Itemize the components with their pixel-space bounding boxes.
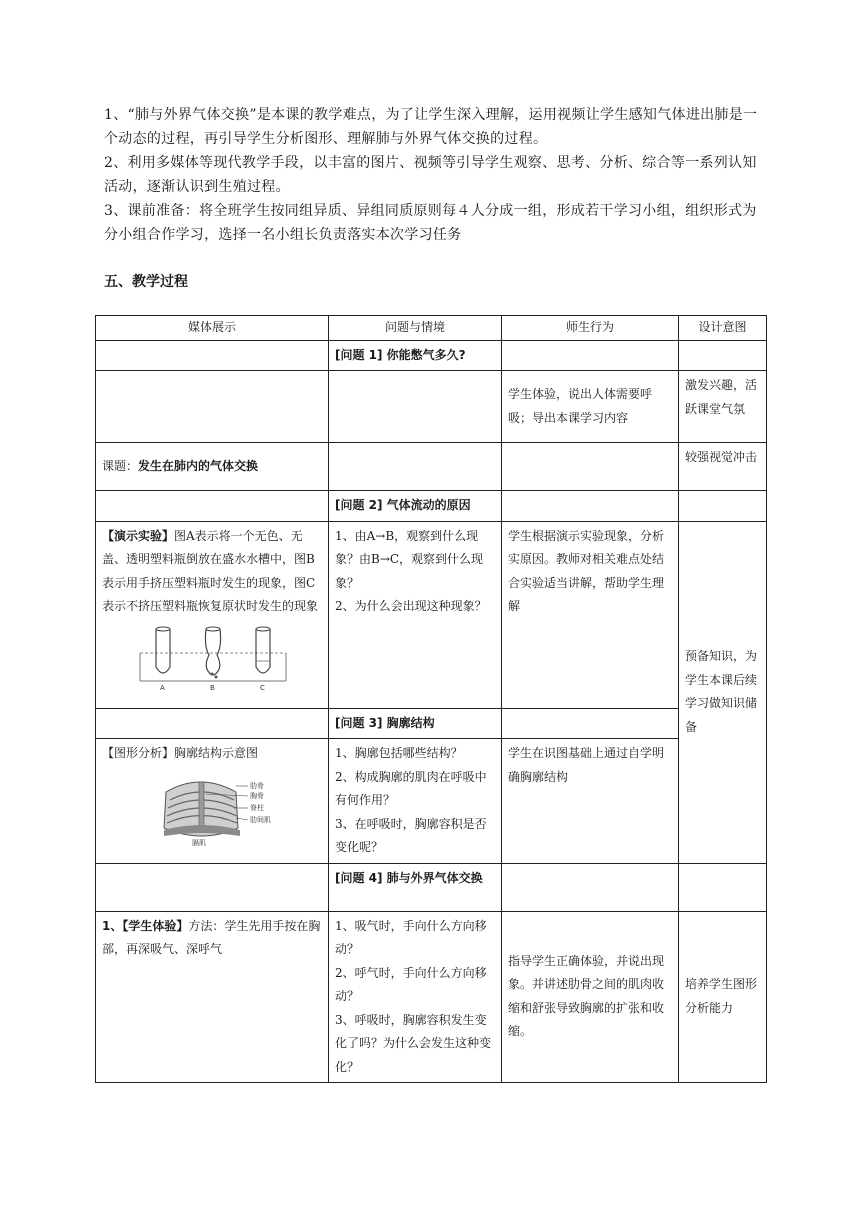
demo-text: 图A表示将一个无色、无盖、透明塑料瓶倒放在盛水水槽中，图B表示用手挤压塑料瓶时发生的现象，图C表示不挤压塑料瓶恢复原状时发生的现象: [102, 528, 319, 613]
table-row: [96, 371, 767, 443]
cell-empty: [679, 491, 767, 522]
bottle-experiment-figure: [138, 625, 288, 691]
cell-empty: [502, 863, 679, 911]
table-row: [96, 443, 767, 491]
table-row: [96, 911, 767, 1083]
header-action: 师生行为: [502, 316, 679, 341]
demo-cell: [96, 521, 329, 708]
experience-questions-cell: [329, 911, 502, 1083]
section-title: 五、教学过程: [104, 274, 188, 290]
table-row: [96, 340, 767, 371]
experience-action: 指导学生正确体验，并说出现象。并讲述肋骨之间的肌肉收缩和舒张导致胸廓的扩张和收缩。: [502, 911, 679, 1083]
demo-questions-cell: [329, 521, 502, 708]
topic-label: 课题：: [102, 458, 139, 473]
intro-action: 学生体验，说出人体需要呼吸；导出本课学习内容: [502, 371, 679, 443]
intro-paragraph-3: 3、课前准备：将全班学生按同组异质、异组同质原则每４人分成一组，形成若干学习小组，组织形式为分小组合作学习，选择一名小组长负责落实本次学习任务: [104, 203, 757, 243]
chest-label: 【图形分析】: [102, 746, 175, 760]
chest-question-2: 2、构成胸廓的肌肉在呼吸中有何作用？: [335, 769, 487, 807]
experience-text: 方法：学生先用手按在胸部，再深吸气、深呼气: [102, 918, 321, 956]
header-intent: 设计意图: [679, 316, 767, 341]
question-1-title: [问题 1] 你能憋气多久?: [329, 340, 502, 371]
fig-label-intercostal: 肋间肌: [250, 815, 271, 824]
demo-description: [102, 525, 322, 619]
experience-question-3: 3、呼吸时，胸廓容积发生变化了吗？为什么会发生这种变化？: [335, 1012, 492, 1074]
intro-paragraph-1: 1、“肺与外界气体交换”是本课的教学难点，为了让学生深入理解，运用视频让学生感知气体进出肺是一个动态的过程，再引导学生分析图形、理解肺与外界气体交换的过程。: [104, 107, 758, 147]
demo-label: 【演示实验】: [102, 528, 175, 543]
header-question: 问题与情境: [329, 316, 502, 341]
cell-empty: [96, 340, 329, 371]
topic-intent: 较强视觉冲击: [679, 443, 767, 491]
chest-description: [102, 742, 322, 766]
question-4-title: [问题 4] 肺与外界气体交换: [329, 863, 502, 911]
cell-empty: [502, 443, 679, 491]
experience-intent: 培养学生图形分析能力: [679, 911, 767, 1083]
experience-label: 【学生体验】: [122, 918, 189, 933]
topic-title: 发生在肺内的气体交换: [138, 458, 259, 473]
table-row: [96, 491, 767, 522]
chest-action: 学生在识图基础上通过自学明确胸廓结构: [502, 739, 679, 864]
question-3-title: [问题 3] 胸廓结构: [329, 708, 502, 739]
experience-question-2: 2、呼气时，手向什么方向移动？: [335, 965, 487, 1003]
cell-empty: [96, 863, 329, 911]
experience-cell: [96, 911, 329, 1083]
experience-number: 1、: [102, 918, 123, 933]
cell-empty: [502, 708, 679, 739]
cell-empty: [502, 491, 679, 522]
table-row: [96, 739, 767, 864]
cell-empty: [96, 371, 329, 443]
cell-empty: [329, 371, 502, 443]
fig-label-rib: 肋骨: [250, 781, 264, 790]
chest-text: 胸廓结构示意图: [174, 746, 259, 760]
fig-label-spine: 脊柱: [250, 803, 264, 812]
table-row: [96, 708, 767, 739]
experience-question-1: 1、吸气时，手向什么方向移动？: [335, 918, 487, 956]
figure-label-c: C: [260, 683, 265, 691]
cell-empty: [679, 863, 767, 911]
demo-question-2: 2、为什么会出现这种现象？: [335, 599, 487, 613]
chest-questions-cell: [329, 739, 502, 864]
intro-intent: 激发兴趣，活跃课堂气氛: [679, 371, 767, 443]
fig-label-sternum: 胸骨: [250, 791, 264, 800]
merged-intent: 预备知识，为学生本课后续学习做知识储备: [679, 521, 767, 863]
header-media: 媒体展示: [96, 316, 329, 341]
cell-empty: [502, 340, 679, 371]
chest-cell: [96, 739, 329, 864]
chest-structure-figure: [156, 770, 286, 846]
chest-question-1: 1、胸廓包括哪些结构？: [335, 746, 463, 760]
table-row: [96, 521, 767, 708]
table-row: [96, 863, 767, 911]
chest-question-3: 3、在呼吸时，胸廓容积是否变化呢？: [335, 816, 487, 854]
fig-label-diaphragm: 膈肌: [192, 838, 206, 846]
demo-action: 学生根据演示实验现象，分析实原因。教师对相关难点处结合实验适当讲解，帮助学生理解: [502, 521, 679, 708]
cell-empty: [96, 491, 329, 522]
cell-empty: [329, 443, 502, 491]
table-header-row: [96, 316, 767, 341]
question-2-title: [问题 2] 气体流动的原因: [329, 491, 502, 522]
intro-paragraph-2: 2、利用多媒体等现代教学手段，以丰富的图片、视频等引导学生观察、思考、分析、综合等一系列认知活动，逐渐认识到生殖过程。: [104, 155, 757, 195]
cell-empty: [679, 340, 767, 371]
figure-label-b: B: [210, 683, 215, 691]
figure-label-a: A: [160, 683, 165, 691]
cell-empty: [96, 708, 329, 739]
topic-cell: [96, 443, 329, 491]
teaching-process-table: [95, 315, 767, 1083]
demo-question-1: 1、由A→B，观察到什么现象？由B→C，观察到什么现象？: [335, 528, 484, 590]
